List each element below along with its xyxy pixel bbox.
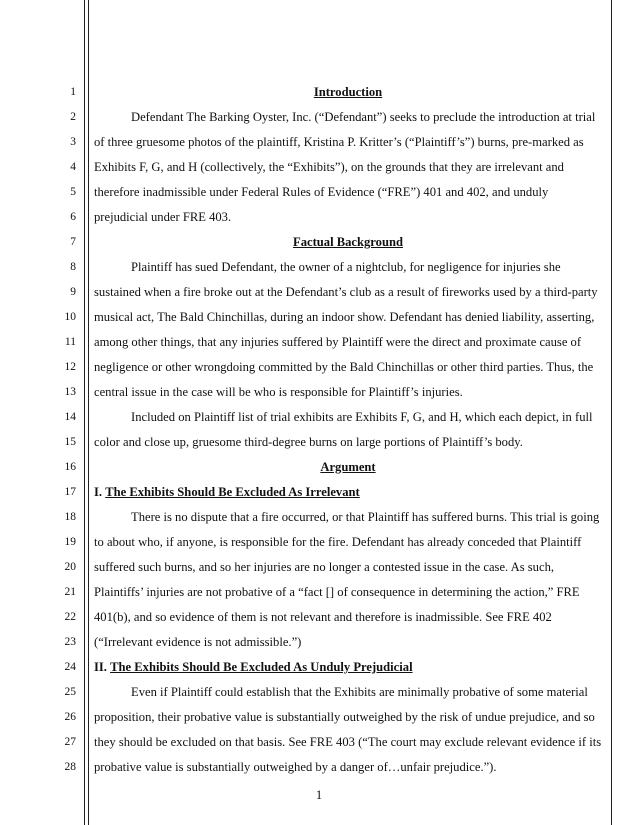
text-line: 401(b), and so evidence of them is not relevant and therefore is inadmissible. See FRE 402: [94, 610, 552, 624]
text-line: probative value is substantially outweighed by a danger of…unfair prejudice.”).: [94, 760, 497, 774]
text-line: Included on Plaintiff list of trial exhibits are Exhibits F, G, and H, which each depict, in full: [131, 410, 593, 424]
line-number: 10: [64, 311, 76, 323]
subheading-title: The Exhibits Should Be Excluded As Unduly Prejudicial: [110, 660, 413, 674]
line-number: 4: [70, 161, 76, 173]
line-number: 5: [70, 186, 76, 198]
text-line: to about who, if anyone, is responsible for the fire. Defendant has already conceded that Plaintiff: [94, 535, 582, 549]
line-number: 7: [70, 236, 76, 248]
text-line: Plaintiffs’ injuries are not probative of a “fact [] of consequence in determining the action,” FRE: [94, 585, 580, 599]
line-number: 22: [64, 611, 76, 623]
line-number: 3: [70, 136, 76, 148]
line-number: 8: [70, 261, 76, 273]
line-number: 21: [64, 586, 76, 598]
heading-argument: Argument: [320, 460, 376, 474]
line-number: 20: [64, 561, 76, 573]
heading-introduction: Introduction: [313, 85, 383, 99]
left-margin-rule-inner: [88, 0, 89, 825]
text-line: negligence or other wrongdoing committed by the Bald Chinchillas or other third parties. Thus, the: [94, 360, 594, 374]
text-line: prejudicial under FRE 403.: [94, 210, 232, 224]
line-number: 23: [64, 636, 76, 648]
text-line: color and close up, gruesome third-degree burns on large portions of Plaintiff’s body.: [94, 435, 523, 449]
subheading-number: II.: [94, 660, 107, 674]
text-line: (“Irrelevant evidence is not admissible.”): [94, 635, 302, 649]
text-line: Exhibits F, G, and H (collectively, the “Exhibits”), on the grounds that they are irrelevant and: [94, 160, 564, 174]
line-number: 14: [64, 411, 76, 423]
text-line: central issue in the case will be who is responsible for Plaintiff’s injuries.: [94, 385, 463, 399]
line-number: 28: [64, 761, 76, 773]
subheading-prejudicial: [94, 660, 602, 674]
line-number: 17: [64, 486, 76, 498]
subheading-number: I.: [94, 485, 103, 499]
subheading-irrelevant: [94, 485, 602, 499]
line-number: 26: [64, 711, 76, 723]
line-number: 19: [64, 536, 76, 548]
line-number: 25: [64, 686, 76, 698]
page-number: 1: [315, 788, 323, 802]
line-number: 13: [64, 386, 76, 398]
line-number: 9: [70, 286, 76, 298]
text-line: of three gruesome photos of the plaintiff, Kristina P. Kritter’s (“Plaintiff’s”) burns, pre-marked as: [94, 135, 584, 149]
line-number: 1: [70, 86, 76, 98]
left-margin-rule-outer: [84, 0, 85, 825]
text-line: among other things, that any injuries suffered by Plaintiff were the direct and proximate cause of: [94, 335, 582, 349]
text-line: Plaintiff has sued Defendant, the owner of a nightclub, for negligence for injuries she: [131, 260, 561, 274]
line-number: 6: [70, 211, 76, 223]
line-number: 12: [64, 361, 76, 373]
text-line: There is no dispute that a fire occurred, or that Plaintiff has suffered burns. This trial is going: [131, 510, 600, 524]
text-line: Even if Plaintiff could establish that the Exhibits are minimally probative of some material: [131, 685, 588, 699]
line-number: 18: [64, 511, 76, 523]
text-line: they should be excluded on that basis. See FRE 403 (“The court may exclude relevant evidence if its: [94, 735, 602, 749]
text-line: Defendant The Barking Oyster, Inc. (“Defendant”) seeks to preclude the introduction at trial: [131, 110, 596, 124]
heading-factual-background: Factual Background: [293, 235, 403, 249]
line-number: 11: [64, 336, 76, 348]
text-line: proposition, their probative value is substantially outweighed by the risk of undue prejudice, and so: [94, 710, 595, 724]
line-number: 15: [64, 436, 76, 448]
text-line: sustained when a fire broke out at the Defendant’s club as a result of fireworks used by a third-party: [94, 285, 598, 299]
text-line: musical act, The Bald Chinchillas, during an indoor show. Defendant has denied liability, asserting,: [94, 310, 595, 324]
subheading-title: The Exhibits Should Be Excluded As Irrelevant: [105, 485, 360, 499]
line-number: 2: [70, 111, 76, 123]
line-number: 24: [64, 661, 76, 673]
text-line: suffered such burns, and so her injuries are no longer a contested issue in the case. As such,: [94, 560, 555, 574]
line-number: 16: [64, 461, 76, 473]
text-line: therefore inadmissible under Federal Rules of Evidence (“FRE”) 401 and 402, and unduly: [94, 185, 549, 199]
line-number: 27: [64, 736, 76, 748]
